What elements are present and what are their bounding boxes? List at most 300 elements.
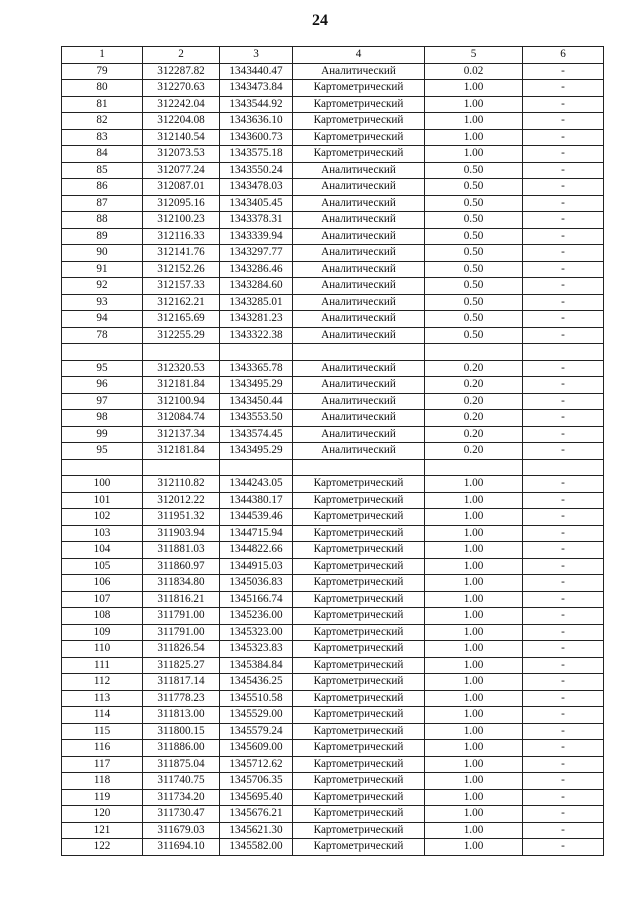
method-cell: Картометрический: [293, 657, 425, 674]
method-cell: Картометрический: [293, 476, 425, 493]
x-coordinate-cell: 312181.84: [143, 443, 220, 460]
table-row: [62, 212, 604, 229]
point-number-cell: 88: [62, 212, 143, 229]
accuracy-cell: 1.00: [425, 558, 523, 575]
note-cell: -: [523, 575, 604, 592]
note-cell: -: [523, 80, 604, 97]
y-coordinate-cell: [220, 344, 293, 361]
x-coordinate-cell: 311816.21: [143, 591, 220, 608]
method-cell: Картометрический: [293, 773, 425, 790]
accuracy-cell: 1.00: [425, 476, 523, 493]
table-row: [62, 393, 604, 410]
x-coordinate-cell: 312287.82: [143, 63, 220, 80]
note-cell: [523, 459, 604, 476]
table-row: [62, 146, 604, 163]
x-coordinate-cell: 312255.29: [143, 327, 220, 344]
method-cell: [293, 459, 425, 476]
table-row: [62, 377, 604, 394]
note-cell: -: [523, 377, 604, 394]
x-coordinate-cell: 312152.26: [143, 261, 220, 278]
point-number-cell: 98: [62, 410, 143, 427]
accuracy-cell: 1.00: [425, 113, 523, 130]
table-row: [62, 261, 604, 278]
accuracy-cell: 0.02: [425, 63, 523, 80]
method-cell: Аналитический: [293, 377, 425, 394]
point-number-cell: 89: [62, 228, 143, 245]
x-coordinate-cell: 311734.20: [143, 789, 220, 806]
x-coordinate-cell: 311825.27: [143, 657, 220, 674]
x-coordinate-cell: 312116.33: [143, 228, 220, 245]
y-coordinate-cell: 1345036.83: [220, 575, 293, 592]
table-row: [62, 476, 604, 493]
coordinates-table: [61, 46, 604, 856]
point-number-cell: 85: [62, 162, 143, 179]
table-separator-row: [62, 344, 604, 361]
note-cell: -: [523, 179, 604, 196]
point-number-cell: 122: [62, 839, 143, 856]
accuracy-cell: 1.00: [425, 492, 523, 509]
point-number-cell: 81: [62, 96, 143, 113]
y-coordinate-cell: 1345436.25: [220, 674, 293, 691]
accuracy-cell: 1.00: [425, 575, 523, 592]
method-cell: Картометрический: [293, 740, 425, 757]
accuracy-cell: 0.20: [425, 443, 523, 460]
note-cell: -: [523, 212, 604, 229]
y-coordinate-cell: 1343495.29: [220, 443, 293, 460]
y-coordinate-cell: 1344915.03: [220, 558, 293, 575]
point-number-cell: 95: [62, 443, 143, 460]
point-number-cell: 119: [62, 789, 143, 806]
table-row: [62, 294, 604, 311]
x-coordinate-cell: 311834.80: [143, 575, 220, 592]
y-coordinate-cell: 1343495.29: [220, 377, 293, 394]
point-number-cell: 100: [62, 476, 143, 493]
note-cell: -: [523, 96, 604, 113]
point-number-cell: 93: [62, 294, 143, 311]
method-cell: Аналитический: [293, 245, 425, 262]
method-cell: Аналитический: [293, 179, 425, 196]
y-coordinate-cell: 1343285.01: [220, 294, 293, 311]
accuracy-cell: 1.00: [425, 591, 523, 608]
method-cell: Аналитический: [293, 443, 425, 460]
point-number-cell: 94: [62, 311, 143, 328]
method-cell: Картометрический: [293, 558, 425, 575]
y-coordinate-cell: 1344380.17: [220, 492, 293, 509]
note-cell: -: [523, 723, 604, 740]
accuracy-cell: 0.50: [425, 294, 523, 311]
y-coordinate-cell: 1343636.10: [220, 113, 293, 130]
point-number-cell: 91: [62, 261, 143, 278]
table-row: [62, 410, 604, 427]
x-coordinate-cell: 311817.14: [143, 674, 220, 691]
x-coordinate-cell: 311730.47: [143, 806, 220, 823]
accuracy-cell: 1.00: [425, 608, 523, 625]
method-cell: Аналитический: [293, 261, 425, 278]
x-coordinate-cell: 311951.32: [143, 509, 220, 526]
accuracy-cell: 0.20: [425, 377, 523, 394]
method-cell: Аналитический: [293, 360, 425, 377]
y-coordinate-cell: 1344539.46: [220, 509, 293, 526]
accuracy-cell: 1.00: [425, 80, 523, 97]
method-cell: Картометрический: [293, 591, 425, 608]
table-row: [62, 773, 604, 790]
table-row: [62, 740, 604, 757]
note-cell: -: [523, 806, 604, 823]
point-number-cell: 104: [62, 542, 143, 559]
table-row: [62, 113, 604, 130]
x-coordinate-cell: 312140.54: [143, 129, 220, 146]
point-number-cell: 97: [62, 393, 143, 410]
column-header: 1: [62, 47, 143, 64]
method-cell: Аналитический: [293, 162, 425, 179]
accuracy-cell: 1.00: [425, 806, 523, 823]
y-coordinate-cell: 1343286.46: [220, 261, 293, 278]
y-coordinate-cell: 1343281.23: [220, 311, 293, 328]
page-number: 24: [312, 12, 328, 29]
table-row: [62, 195, 604, 212]
table-header-row: [62, 47, 604, 64]
table-row: [62, 624, 604, 641]
table-row: [62, 558, 604, 575]
y-coordinate-cell: 1343284.60: [220, 278, 293, 295]
table-row: [62, 806, 604, 823]
table-body: [62, 63, 604, 855]
x-coordinate-cell: 312110.82: [143, 476, 220, 493]
x-coordinate-cell: 311800.15: [143, 723, 220, 740]
accuracy-cell: 1.00: [425, 723, 523, 740]
y-coordinate-cell: 1343544.92: [220, 96, 293, 113]
y-coordinate-cell: 1343600.73: [220, 129, 293, 146]
accuracy-cell: 1.00: [425, 839, 523, 856]
method-cell: Аналитический: [293, 63, 425, 80]
y-coordinate-cell: 1345579.24: [220, 723, 293, 740]
table-row: [62, 591, 604, 608]
x-coordinate-cell: [143, 459, 220, 476]
point-number-cell: 113: [62, 690, 143, 707]
method-cell: [293, 344, 425, 361]
accuracy-cell: 0.50: [425, 179, 523, 196]
accuracy-cell: 0.20: [425, 410, 523, 427]
x-coordinate-cell: 312100.23: [143, 212, 220, 229]
table-row: [62, 443, 604, 460]
column-header: 5: [425, 47, 523, 64]
note-cell: -: [523, 443, 604, 460]
table-row: [62, 327, 604, 344]
method-cell: Картометрический: [293, 492, 425, 509]
accuracy-cell: 1.00: [425, 740, 523, 757]
note-cell: -: [523, 839, 604, 856]
note-cell: -: [523, 63, 604, 80]
method-cell: Картометрический: [293, 113, 425, 130]
method-cell: Картометрический: [293, 608, 425, 625]
y-coordinate-cell: 1343575.18: [220, 146, 293, 163]
y-coordinate-cell: 1345712.62: [220, 756, 293, 773]
x-coordinate-cell: 312095.16: [143, 195, 220, 212]
method-cell: Аналитический: [293, 327, 425, 344]
point-number-cell: 107: [62, 591, 143, 608]
note-cell: -: [523, 773, 604, 790]
note-cell: -: [523, 740, 604, 757]
note-cell: -: [523, 542, 604, 559]
note-cell: -: [523, 393, 604, 410]
accuracy-cell: 1.00: [425, 690, 523, 707]
method-cell: Картометрический: [293, 707, 425, 724]
x-coordinate-cell: 311903.94: [143, 525, 220, 542]
table-row: [62, 674, 604, 691]
point-number-cell: 110: [62, 641, 143, 658]
point-number-cell: 82: [62, 113, 143, 130]
table-row: [62, 96, 604, 113]
accuracy-cell: 0.50: [425, 245, 523, 262]
method-cell: Картометрический: [293, 96, 425, 113]
table-row: [62, 492, 604, 509]
accuracy-cell: 0.50: [425, 162, 523, 179]
accuracy-cell: [425, 459, 523, 476]
accuracy-cell: 1.00: [425, 641, 523, 658]
x-coordinate-cell: 312165.69: [143, 311, 220, 328]
point-number-cell: 102: [62, 509, 143, 526]
accuracy-cell: 1.00: [425, 525, 523, 542]
table-row: [62, 278, 604, 295]
note-cell: -: [523, 294, 604, 311]
y-coordinate-cell: [220, 459, 293, 476]
y-coordinate-cell: 1343365.78: [220, 360, 293, 377]
y-coordinate-cell: 1343473.84: [220, 80, 293, 97]
accuracy-cell: [425, 344, 523, 361]
column-header: 4: [293, 47, 425, 64]
point-number-cell: 116: [62, 740, 143, 757]
table-row: [62, 575, 604, 592]
x-coordinate-cell: 312270.63: [143, 80, 220, 97]
point-number-cell: 86: [62, 179, 143, 196]
x-coordinate-cell: 312073.53: [143, 146, 220, 163]
note-cell: -: [523, 228, 604, 245]
x-coordinate-cell: 312242.04: [143, 96, 220, 113]
note-cell: -: [523, 129, 604, 146]
method-cell: Картометрический: [293, 723, 425, 740]
note-cell: -: [523, 657, 604, 674]
point-number-cell: 108: [62, 608, 143, 625]
accuracy-cell: 1.00: [425, 542, 523, 559]
point-number-cell: 78: [62, 327, 143, 344]
point-number-cell: 115: [62, 723, 143, 740]
table-row: [62, 63, 604, 80]
x-coordinate-cell: 311875.04: [143, 756, 220, 773]
y-coordinate-cell: 1345166.74: [220, 591, 293, 608]
table-row: [62, 360, 604, 377]
y-coordinate-cell: 1345706.35: [220, 773, 293, 790]
note-cell: -: [523, 608, 604, 625]
accuracy-cell: 1.00: [425, 789, 523, 806]
note-cell: [523, 344, 604, 361]
x-coordinate-cell: 312157.33: [143, 278, 220, 295]
x-coordinate-cell: 311791.00: [143, 608, 220, 625]
method-cell: Аналитический: [293, 294, 425, 311]
accuracy-cell: 1.00: [425, 624, 523, 641]
note-cell: -: [523, 674, 604, 691]
x-coordinate-cell: 311791.00: [143, 624, 220, 641]
x-coordinate-cell: 311813.00: [143, 707, 220, 724]
note-cell: -: [523, 624, 604, 641]
x-coordinate-cell: [143, 344, 220, 361]
note-cell: -: [523, 641, 604, 658]
y-coordinate-cell: 1343322.38: [220, 327, 293, 344]
method-cell: Картометрический: [293, 690, 425, 707]
note-cell: -: [523, 690, 604, 707]
accuracy-cell: 1.00: [425, 96, 523, 113]
method-cell: Картометрический: [293, 146, 425, 163]
point-number-cell: 105: [62, 558, 143, 575]
y-coordinate-cell: 1345510.58: [220, 690, 293, 707]
note-cell: -: [523, 113, 604, 130]
table-row: [62, 525, 604, 542]
point-number-cell: 83: [62, 129, 143, 146]
accuracy-cell: 1.00: [425, 822, 523, 839]
y-coordinate-cell: 1343297.77: [220, 245, 293, 262]
accuracy-cell: 0.20: [425, 426, 523, 443]
accuracy-cell: 0.20: [425, 393, 523, 410]
method-cell: Картометрический: [293, 822, 425, 839]
y-coordinate-cell: 1345676.21: [220, 806, 293, 823]
table-row: [62, 657, 604, 674]
note-cell: -: [523, 756, 604, 773]
point-number-cell: 114: [62, 707, 143, 724]
point-number-cell: 103: [62, 525, 143, 542]
y-coordinate-cell: 1344243.05: [220, 476, 293, 493]
table-row: [62, 723, 604, 740]
x-coordinate-cell: 312181.84: [143, 377, 220, 394]
y-coordinate-cell: 1343440.47: [220, 63, 293, 80]
point-number-cell: 111: [62, 657, 143, 674]
method-cell: Картометрический: [293, 756, 425, 773]
note-cell: -: [523, 162, 604, 179]
note-cell: -: [523, 245, 604, 262]
method-cell: Аналитический: [293, 426, 425, 443]
point-number-cell: 121: [62, 822, 143, 839]
method-cell: Картометрический: [293, 575, 425, 592]
point-number-cell: [62, 344, 143, 361]
table-row: [62, 509, 604, 526]
table-row: [62, 690, 604, 707]
method-cell: Аналитический: [293, 311, 425, 328]
x-coordinate-cell: 311740.75: [143, 773, 220, 790]
method-cell: Картометрический: [293, 806, 425, 823]
table-row: [62, 311, 604, 328]
note-cell: -: [523, 707, 604, 724]
x-coordinate-cell: 312077.24: [143, 162, 220, 179]
point-number-cell: [62, 459, 143, 476]
y-coordinate-cell: 1345582.00: [220, 839, 293, 856]
x-coordinate-cell: 312137.34: [143, 426, 220, 443]
x-coordinate-cell: 312141.76: [143, 245, 220, 262]
x-coordinate-cell: 311694.10: [143, 839, 220, 856]
accuracy-cell: 0.50: [425, 261, 523, 278]
method-cell: Картометрический: [293, 525, 425, 542]
method-cell: Картометрический: [293, 674, 425, 691]
note-cell: -: [523, 261, 604, 278]
note-cell: -: [523, 525, 604, 542]
point-number-cell: 117: [62, 756, 143, 773]
column-header: 6: [523, 47, 604, 64]
y-coordinate-cell: 1345609.00: [220, 740, 293, 757]
y-coordinate-cell: 1343553.50: [220, 410, 293, 427]
table-row: [62, 608, 604, 625]
y-coordinate-cell: 1345323.00: [220, 624, 293, 641]
accuracy-cell: 0.50: [425, 311, 523, 328]
point-number-cell: 106: [62, 575, 143, 592]
accuracy-cell: 0.50: [425, 228, 523, 245]
table-row: [62, 80, 604, 97]
y-coordinate-cell: 1344715.94: [220, 525, 293, 542]
y-coordinate-cell: 1345323.83: [220, 641, 293, 658]
y-coordinate-cell: 1345621.30: [220, 822, 293, 839]
x-coordinate-cell: 312100.94: [143, 393, 220, 410]
table-row: [62, 426, 604, 443]
note-cell: -: [523, 360, 604, 377]
accuracy-cell: 0.50: [425, 327, 523, 344]
method-cell: Аналитический: [293, 195, 425, 212]
x-coordinate-cell: 311881.03: [143, 542, 220, 559]
point-number-cell: 96: [62, 377, 143, 394]
y-coordinate-cell: 1345384.84: [220, 657, 293, 674]
table-row: [62, 756, 604, 773]
y-coordinate-cell: 1344822.66: [220, 542, 293, 559]
method-cell: Картометрический: [293, 509, 425, 526]
note-cell: -: [523, 509, 604, 526]
note-cell: -: [523, 591, 604, 608]
x-coordinate-cell: 312204.08: [143, 113, 220, 130]
accuracy-cell: 0.50: [425, 212, 523, 229]
y-coordinate-cell: 1343378.31: [220, 212, 293, 229]
table-row: [62, 641, 604, 658]
table-row: [62, 707, 604, 724]
column-header: 3: [220, 47, 293, 64]
note-cell: -: [523, 146, 604, 163]
accuracy-cell: 0.20: [425, 360, 523, 377]
point-number-cell: 99: [62, 426, 143, 443]
table-row: [62, 162, 604, 179]
point-number-cell: 87: [62, 195, 143, 212]
method-cell: Картометрический: [293, 80, 425, 97]
note-cell: -: [523, 311, 604, 328]
x-coordinate-cell: 312084.74: [143, 410, 220, 427]
note-cell: -: [523, 426, 604, 443]
x-coordinate-cell: 311860.97: [143, 558, 220, 575]
method-cell: Картометрический: [293, 624, 425, 641]
point-number-cell: 118: [62, 773, 143, 790]
table-row: [62, 542, 604, 559]
method-cell: Картометрический: [293, 789, 425, 806]
point-number-cell: 101: [62, 492, 143, 509]
point-number-cell: 79: [62, 63, 143, 80]
note-cell: -: [523, 789, 604, 806]
x-coordinate-cell: 312012.22: [143, 492, 220, 509]
accuracy-cell: 1.00: [425, 509, 523, 526]
method-cell: Аналитический: [293, 278, 425, 295]
x-coordinate-cell: 311826.54: [143, 641, 220, 658]
table-row: [62, 179, 604, 196]
y-coordinate-cell: 1345695.40: [220, 789, 293, 806]
point-number-cell: 109: [62, 624, 143, 641]
point-number-cell: 95: [62, 360, 143, 377]
point-number-cell: 90: [62, 245, 143, 262]
table-separator-row: [62, 459, 604, 476]
method-cell: Картометрический: [293, 129, 425, 146]
accuracy-cell: 0.50: [425, 278, 523, 295]
y-coordinate-cell: 1343405.45: [220, 195, 293, 212]
y-coordinate-cell: 1343339.94: [220, 228, 293, 245]
accuracy-cell: 1.00: [425, 756, 523, 773]
